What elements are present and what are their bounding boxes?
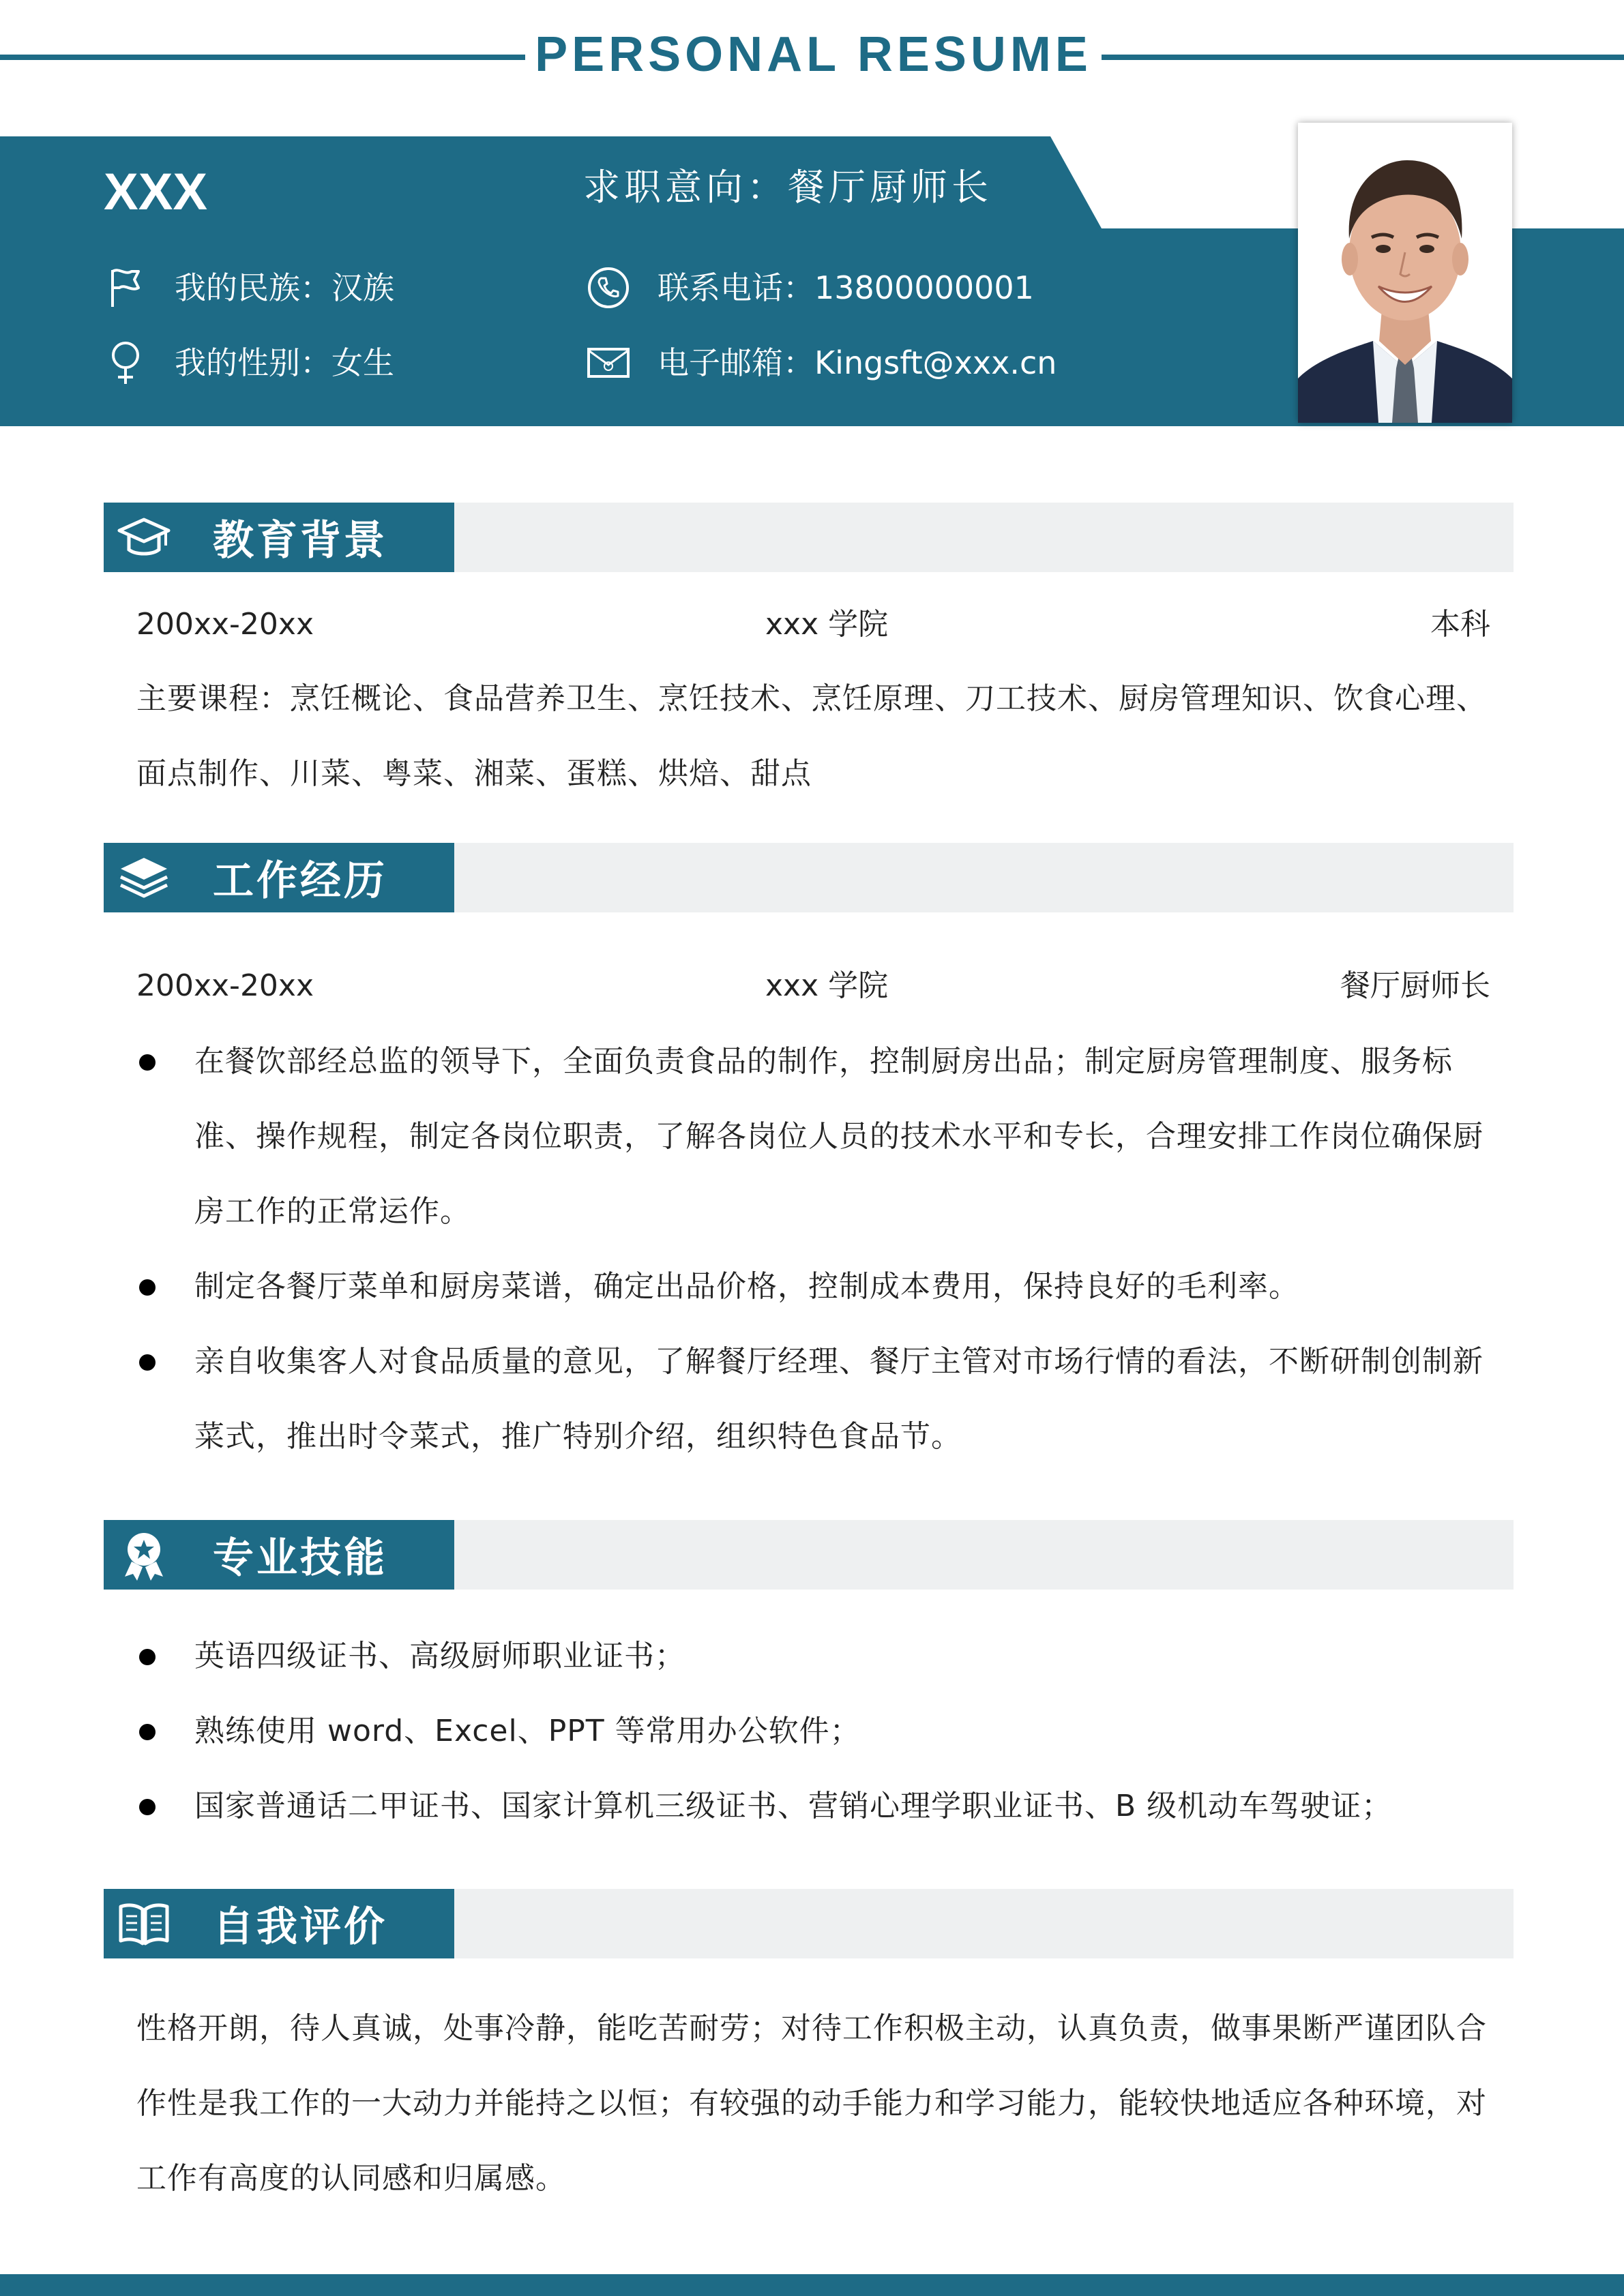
section-education-tab: [104, 503, 454, 572]
list-item: [136, 1324, 1514, 1474]
section-skills-title: 专业技能: [213, 1534, 387, 1582]
banner-line-left: [0, 55, 525, 60]
work-duties-list: [136, 1024, 1514, 1474]
section-skills-header: [104, 1520, 1514, 1590]
bottom-bar: [0, 2274, 1624, 2296]
education-degree: 本科: [1430, 607, 1490, 642]
banner-line-right: [1102, 55, 1624, 60]
ethnicity-text: 我的民族：汉族: [175, 269, 394, 306]
email-item: [587, 341, 1057, 385]
gender-text: 我的性别：女生: [175, 344, 394, 381]
profile-photo: [1298, 123, 1512, 423]
list-item: [136, 1024, 1514, 1249]
list-item: [136, 1619, 1514, 1694]
gender-item: [104, 341, 394, 385]
mail-icon: [587, 341, 630, 385]
section-education-title: 教育背景: [213, 517, 387, 565]
graduation-cap-icon: [113, 510, 175, 565]
candidate-name: XXX: [104, 163, 208, 221]
phone-icon: [587, 266, 630, 310]
education-period: 200xx-20xx: [136, 607, 314, 642]
female-icon: [104, 341, 147, 385]
work-duty-text: 在餐饮部经总监的领导下，全面负责食品的制作，控制厨房出品；制定厨房管理制度、服务标准、操作规程，制定各岗位职责，了解各岗位人员的技术水平和专长，合理安排工作岗位确保厨房工作的正常运作。: [194, 1044, 1483, 1229]
skill-text: 熟练使用 word、Excel、PPT 等常用办公软件；: [194, 1714, 861, 1748]
bullet-dot: [139, 1279, 156, 1296]
bullet-dot: [139, 1649, 156, 1665]
list-item: [136, 1249, 1514, 1324]
bullet-dot: [139, 1054, 156, 1071]
section-work-title: 工作经历: [213, 857, 387, 905]
section-work-header: [104, 843, 1514, 912]
list-item: [136, 1694, 1514, 1769]
work-period: 200xx-20xx: [136, 968, 314, 1003]
section-education-header: [104, 503, 1514, 572]
phone-item: [587, 266, 1034, 310]
section-self-tab: [104, 1889, 454, 1958]
work-company: xxx 学院: [765, 968, 889, 1003]
section-work-tab: [104, 843, 454, 912]
section-self-header: [104, 1889, 1514, 1958]
ethnicity-item: [104, 266, 394, 310]
list-item: [136, 1769, 1514, 1844]
self-evaluation-text: 性格开朗，待人真诚，处事冷静，能吃苦耐劳；对待工作积极主动，认真负责，做事果断严谨团队合作性是我工作的一大动力并能持之以恒；有较强的动手能力和学习能力，能较快地适应各种环境，对工作有高度的认同感和归属感。: [136, 2011, 1487, 2196]
bullet-dot: [139, 1799, 156, 1815]
phone-text: 联系电话：13800000001: [658, 269, 1034, 306]
flag-icon: [104, 266, 147, 310]
award-icon: [113, 1527, 175, 1582]
section-self-title: 自我评价: [213, 1903, 387, 1951]
work-position: 餐厅厨师长: [1340, 968, 1490, 1003]
work-duty-text: 亲自收集客人对食品质量的意见，了解餐厅经理、餐厅主管对市场行情的看法，不断研制创制新菜式，推出时令菜式，推广特别介绍，组织特色食品节。: [194, 1344, 1483, 1454]
layers-icon: [113, 850, 175, 905]
education-courses: 主要课程：烹饪概论、食品营养卫生、烹饪技术、烹饪原理、刀工技术、厨房管理知识、饮食心理、面点制作、川菜、粤菜、湘菜、蛋糕、烘焙、甜点: [136, 681, 1487, 791]
section-skills-tab: [104, 1520, 454, 1590]
work-duty-text: 制定各餐厅菜单和厨房菜谱，确定出品价格，控制成本费用，保持良好的毛利率。: [194, 1269, 1299, 1304]
book-icon: [113, 1896, 175, 1951]
bullet-dot: [139, 1724, 156, 1740]
email-text: 电子邮箱：Kingsft@xxx.cn: [658, 344, 1057, 381]
skills-list: [136, 1619, 1514, 1844]
skill-text: 国家普通话二甲证书、国家计算机三级证书、营销心理学职业证书、B 级机动车驾驶证；: [194, 1789, 1393, 1823]
banner-title: PERSONAL RESUME: [535, 27, 1092, 82]
skill-text: 英语四级证书、高级厨师职业证书；: [194, 1639, 685, 1673]
education-school: xxx 学院: [765, 607, 889, 642]
job-intent: 求职意向：餐厅厨师长: [583, 166, 992, 209]
bullet-dot: [139, 1354, 156, 1371]
